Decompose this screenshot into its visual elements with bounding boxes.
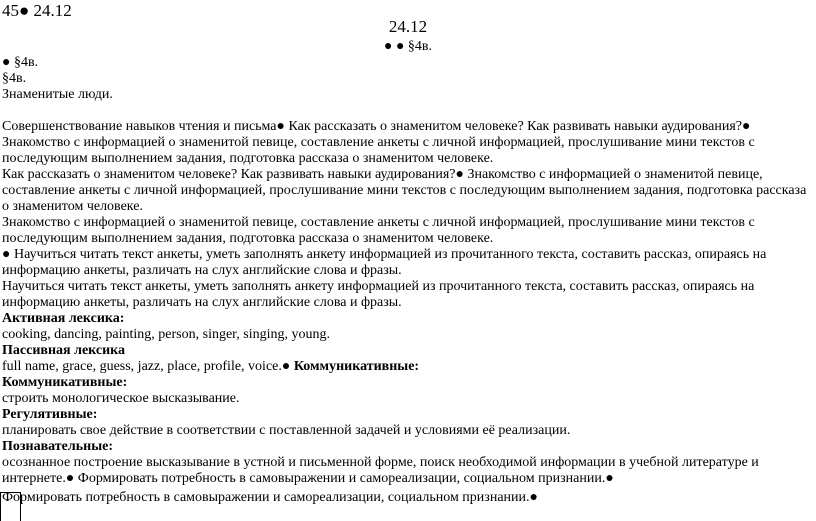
lesson-title: Знаменитые люди. xyxy=(2,87,113,102)
passive-vocab-text: full name, grace, guess, jazz, place, profile, voice.● xyxy=(2,359,294,374)
cognitive-text: осознанное построение высказывание в устной и письменной форме, поиск необходимой информации в учебной литературе и интернете.● Формировать потребность в самовыражении и самореализации, социальном признании.● xyxy=(2,455,759,486)
paragraph: Научиться читать текст анкеты, уметь заполнять анкету информацией из прочитанного текста, составить рассказ, опираясь на информацию анкеты, различать на слух английские слова и фразы. xyxy=(2,279,755,310)
closing-line: Формировать потребность в самовыражении и самореализации, социальном признании.● xyxy=(2,490,538,505)
regulative-text: планировать свое действие в соответствии с поставленной задачей и условиями её реализации. xyxy=(2,423,571,438)
passive-vocab-line xyxy=(2,359,814,375)
cognitive-heading: Познавательные: xyxy=(2,439,114,454)
header-slide-number: 45● 24.12 xyxy=(2,1,72,20)
spacer xyxy=(2,103,814,119)
paragraph: Как рассказать о знаменитом человеке? Как развивать навыки аудирования?● Знакомство с информацией о знаменитой певице, составление анкеты с личной информацией, прослушивание мини текстов с последующим выполнением задания, подготовка рассказа о знаменитом человеке. xyxy=(2,167,807,214)
regulative-heading: Регулятивные: xyxy=(2,407,98,422)
paragraph: Знакомство с информацией о знаменитой певице, составление анкеты с личной информацией, прослушивание мини текстов с последующим выполнением задания, подготовка рассказа о знаменитом человеке. xyxy=(2,215,755,246)
section-line: ● §4в. xyxy=(2,55,39,70)
header-section: ● ● §4в. xyxy=(383,39,433,54)
document-body xyxy=(2,55,814,506)
communicative-heading: Коммуникативные: xyxy=(2,375,128,390)
communicative-text: строить монологическое высказывание. xyxy=(2,391,240,406)
page-frame-corner xyxy=(0,492,21,521)
active-vocab-text: cooking, dancing, painting, person, singer, singing, young. xyxy=(2,327,331,342)
paragraph: Совершенствование навыков чтения и письма● Как рассказать о знаменитом человеке? Как развивать навыки аудирования?● Знакомство с информацией о знаменитой певице, составление анкеты с личной информацией, прослушивание мини текстов с последующим выполнением задания, подготовка рассказа о знаменитом человеке. xyxy=(2,119,755,166)
paragraph: ● Научиться читать текст анкеты, уметь заполнять анкету информацией из прочитанного текста, составить рассказ, опираясь на информацию анкеты, различать на слух английские слова и фразы. xyxy=(2,247,767,278)
section-line: §4в. xyxy=(2,71,27,86)
passive-vocab-heading: Пассивная лексика xyxy=(2,343,126,358)
header-date: 24.12 xyxy=(388,17,428,36)
communicative-inline-heading: Коммуникативные: xyxy=(293,359,420,374)
active-vocab-heading: Активная лексика: xyxy=(2,311,125,326)
